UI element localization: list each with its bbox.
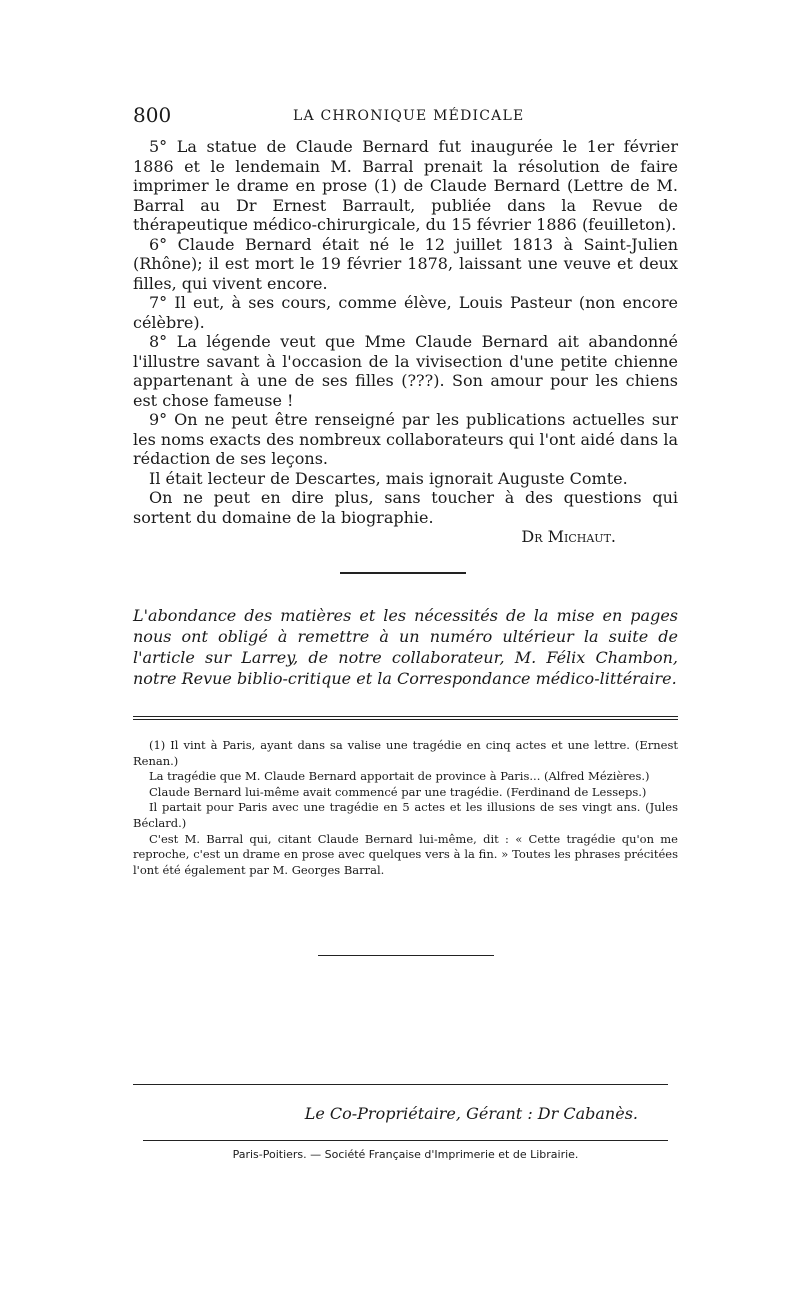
footnote-divider — [133, 716, 678, 717]
paragraph-descartes: Il était lecteur de Descartes, mais ignorait Auguste Comte. — [149, 468, 628, 488]
paragraph-9: 9° On ne peut être renseigné par les publications actuelles sur les noms exacts des nombreux collaborateurs qui l'ont aidé dans la rédaction de ses leçons. — [133, 410, 678, 468]
editorial-notice: L'abondance des matières et les nécessités de la mise en pages nous ont obligé à remettre à un numéro ultérieur la suite de l'article sur Larrey, de notre collaborateur, M. Félix Chambon, notre Revue biblio-critique et la Correspondance médico-littéraire. — [133, 606, 678, 688]
signature-text: Dr Michaut. — [521, 527, 616, 546]
paragraph-7: 7° Il eut, à ses cours, comme élève, Louis Pasteur (non encore célèbre). — [133, 293, 678, 332]
footnote-1: (1) Il vint à Paris, ayant dans sa valise une tragédie en cinq actes et une lettre. (Ernest Renan.) — [133, 738, 678, 768]
running-title: LA CHRONIQUE MÉDICALE — [293, 108, 525, 124]
author-signature — [133, 527, 616, 547]
paragraph-5: 5° La statue de Claude Bernard fut inaugurée le 1er février 1886 et le lendemain M. Barral prenait la résolution de faire imprimer le drame en prose (1) de Claude Bernard (Lettre de M. Barral au Dr Ernest Barrault, publiée dans la Revue de thérapeutique médico-chirurgicale, du 15 février 1886 (feuilleton). — [133, 137, 678, 234]
footnote-divider-second — [133, 719, 678, 720]
paragraph-8: 8° La légende veut que Mme Claude Bernard ait abandonné l'illustre savant à l'occasion de la vivisection d'une petite chienne appartenant à une de ses filles (???). Son amour pour les chiens est chose fameuse ! — [133, 332, 678, 410]
footnote-5: C'est M. Barral qui, citant Claude Bernard lui-même, dit : « Cette tragédie qu'on me reproche, c'est un drame en prose avec quelques vers à la fin. » Toutes les phrases précitées l'ont été également par M. Georges Barral. — [133, 831, 678, 877]
footnote-2: La tragédie que M. Claude Bernard apportait de province à Paris... (Alfred Mézières.) — [149, 769, 650, 784]
end-divider — [318, 955, 494, 956]
footnote-4: Il partait pour Paris avec une tragédie en 5 actes et les illusions de ses vingt ans. (Jules Béclard.) — [133, 800, 678, 830]
page-number: 800 — [133, 103, 172, 127]
printer-divider — [143, 1140, 668, 1141]
printer-line: Paris-Poitiers. — Société Française d'Imprimerie et de Librairie. — [232, 1148, 579, 1161]
footnote-3: Claude Bernard lui-même avait commencé par une tragédie. (Ferdinand de Lesseps.) — [149, 784, 647, 799]
section-divider-short — [340, 572, 466, 574]
owner-divider — [133, 1084, 668, 1085]
paragraph-6: 6° Claude Bernard était né le 12 juillet 1813 à Saint-Julien (Rhône); il est mort le 19 février 1878, laissant une veuve et deux filles, qui vivent encore. — [133, 234, 678, 293]
paragraph-closing: On ne peut en dire plus, sans toucher à des questions qui sortent du domaine de la biographie. — [133, 488, 678, 527]
footnotes — [133, 738, 678, 878]
page-header — [133, 103, 678, 129]
owner-line: Le Co-Propriétaire, Gérant : Dr Cabanès. — [304, 1104, 638, 1123]
article-body — [133, 137, 678, 547]
